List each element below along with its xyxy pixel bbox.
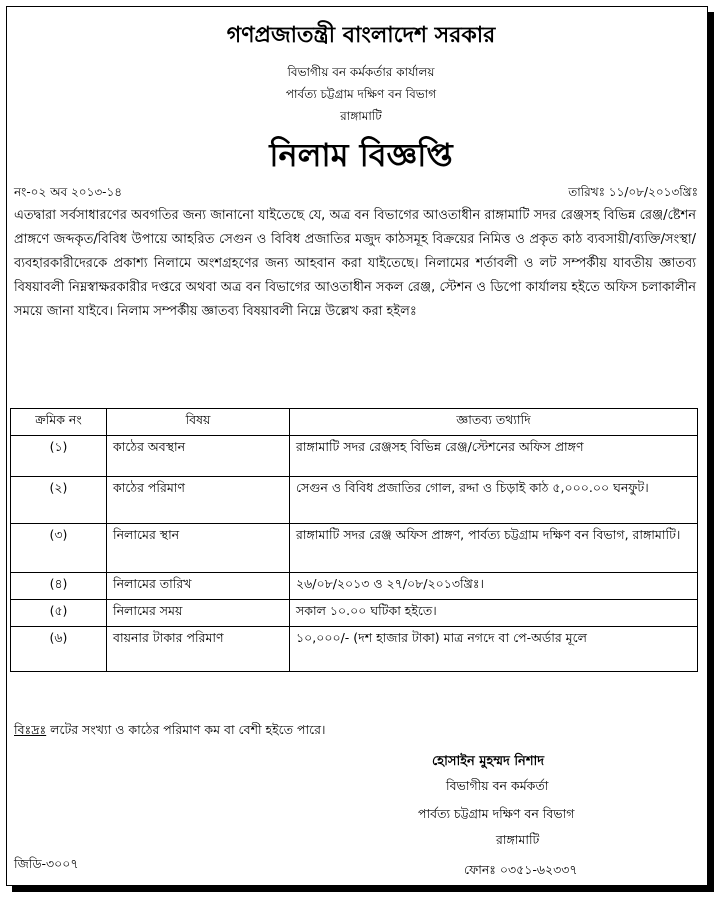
row-detail: রাঙ্গামাটি সদর রেঞ্জসহ বিভিন্ন রেঞ্জ/স্টেশনের অফিস প্রাঙ্গণ: [290, 436, 698, 477]
row-subject: নিলামের তারিখ: [107, 573, 290, 600]
footnote-label: বিঃদ্রঃ: [14, 722, 47, 737]
footnote-text: লটের সংখ্যা ও কাঠের পরিমাণ কম বা বেশী হইতে পারে।: [46, 722, 326, 737]
row-serial: (৬): [11, 627, 107, 672]
notice-title: নিলাম বিজ্ঞপ্তি: [269, 136, 453, 174]
header-subject: বিষয়: [107, 409, 290, 436]
row-subject: নিলামের স্থান: [107, 524, 290, 573]
table-header-row: [11, 409, 698, 436]
division-name: পার্বত্য চট্টগ্রাম দক্ষিণ বন বিভাগ: [285, 87, 437, 101]
signatory-designation: বিভাগীয় বন কর্মকর্তা: [446, 778, 549, 793]
table-row: [11, 436, 698, 477]
table-row: [11, 627, 698, 672]
header-details: জ্ঞাতব্য তথ্যাদি: [290, 409, 698, 436]
row-subject: কাঠের অবস্থান: [107, 436, 290, 477]
row-subject: বায়নার টাকার পরিমাণ: [107, 627, 290, 672]
office-name: বিভাগীয় বন কর্মকর্তার কার্যালয়: [287, 65, 435, 79]
row-serial: (৩): [11, 524, 107, 573]
reference-number: জিডি-৩০০৭: [14, 856, 79, 871]
frame-shadow-bottom: [12, 886, 714, 892]
row-serial: (৫): [11, 600, 107, 627]
row-subject: নিলামের সময়: [107, 600, 290, 627]
row-serial: (১): [11, 436, 107, 477]
row-detail: ২৬/০৮/২০১৩ ও ২৭/০৮/২০১৩খ্রিঃ।: [290, 573, 698, 600]
signatory-name: হোসাইন মুহম্মদ নিশাদ: [432, 754, 545, 769]
notice-date: তারিখঃ ১১/০৮/২০১৩খ্রিঃ: [568, 185, 698, 199]
table-row: [11, 600, 698, 627]
table-row: [11, 524, 698, 573]
row-detail: ১০,০০০/- (দশ হাজার টাকা) মাত্র নগদে বা পে-অর্ডার মূলে: [290, 627, 698, 672]
row-subject: কাঠের পরিমাণ: [107, 477, 290, 524]
row-serial: (২): [11, 477, 107, 524]
row-detail: রাঙ্গামাটি সদর রেঞ্জ অফিস প্রাঙ্গণ, পার্বত্য চট্টগ্রাম দক্ষিণ বন বিভাগ, রাঙ্গামাটি।: [290, 524, 698, 573]
signatory-location: রাঙ্গামাটি: [496, 832, 540, 847]
header-serial: ক্রমিক নং: [11, 409, 107, 436]
table-row: [11, 573, 698, 600]
row-detail: সকাল ১০.০০ ঘটিকা হইতে।: [290, 600, 698, 627]
auction-info-table: [10, 408, 698, 672]
signatory-phone: ফোনঃ ০৩৫১-৬২৩৩৭: [464, 862, 578, 877]
notice-body: এতদ্বারা সর্বসাধারণের অবগতির জন্য জানানো যাইতেছে যে, অত্র বন বিভাগের আওতাধীন রাঙ্গামাটি সদর রেঞ্জসহ বিভিন্ন রেঞ্জ/ষ্টেশন প্রাঙ্গণে জব্দকৃত/বিবিধ উপায়ে আহরিত সেগুন ও বিবিধ প্রজাতির মজুদ কাঠসমূহ বিক্রয়ের নিমিত্ত ও প্রকৃত কাঠ ব্যবসায়ী/ব্যক্তি/সংস্থা/ব্যবহারকারীদেরকে প্রকাশ্য নিলামে অংশগ্রহণের জন্য আহবান করা যাইতেছে। নিলামের শর্তাবলী ও লট সম্পর্কীয় যাবতীয় জ্ঞাতব্য বিষয়াবলী নিম্নস্বাক্ষরকারীর দপ্তরে অথবা অত্র বন বিভাগের আওতাধীন সকল রেঞ্জ, স্টেশন ও ডিপো কার্যালয় হইতে অফিস চলাকালীন সময়ে জানা যাইবে। নিলাম সম্পর্কীয় জ্ঞাতব্য বিষয়াবলী নিম্নে উল্লেখ করা হইলঃ: [14, 208, 696, 319]
signatory-division: পার্বত্য চট্টগ্রাম দক্ষিণ বন বিভাগ: [418, 806, 575, 821]
office-location: রাঙ্গামাটি: [340, 109, 382, 123]
row-detail: সেগুন ও বিবিধ প্রজাতির গোল, রদ্দা ও চিড়াই কাঠ ৫,০০০.০০ ঘনফুট।: [290, 477, 698, 524]
government-heading: গণপ্রজাতন্ত্রী বাংলাদেশ সরকার: [226, 23, 496, 48]
memo-number: নং-০২ অব ২০১৩-১৪: [14, 185, 123, 199]
row-serial: (৪): [11, 573, 107, 600]
table-row: [11, 477, 698, 524]
notice-footnote: [14, 722, 325, 742]
